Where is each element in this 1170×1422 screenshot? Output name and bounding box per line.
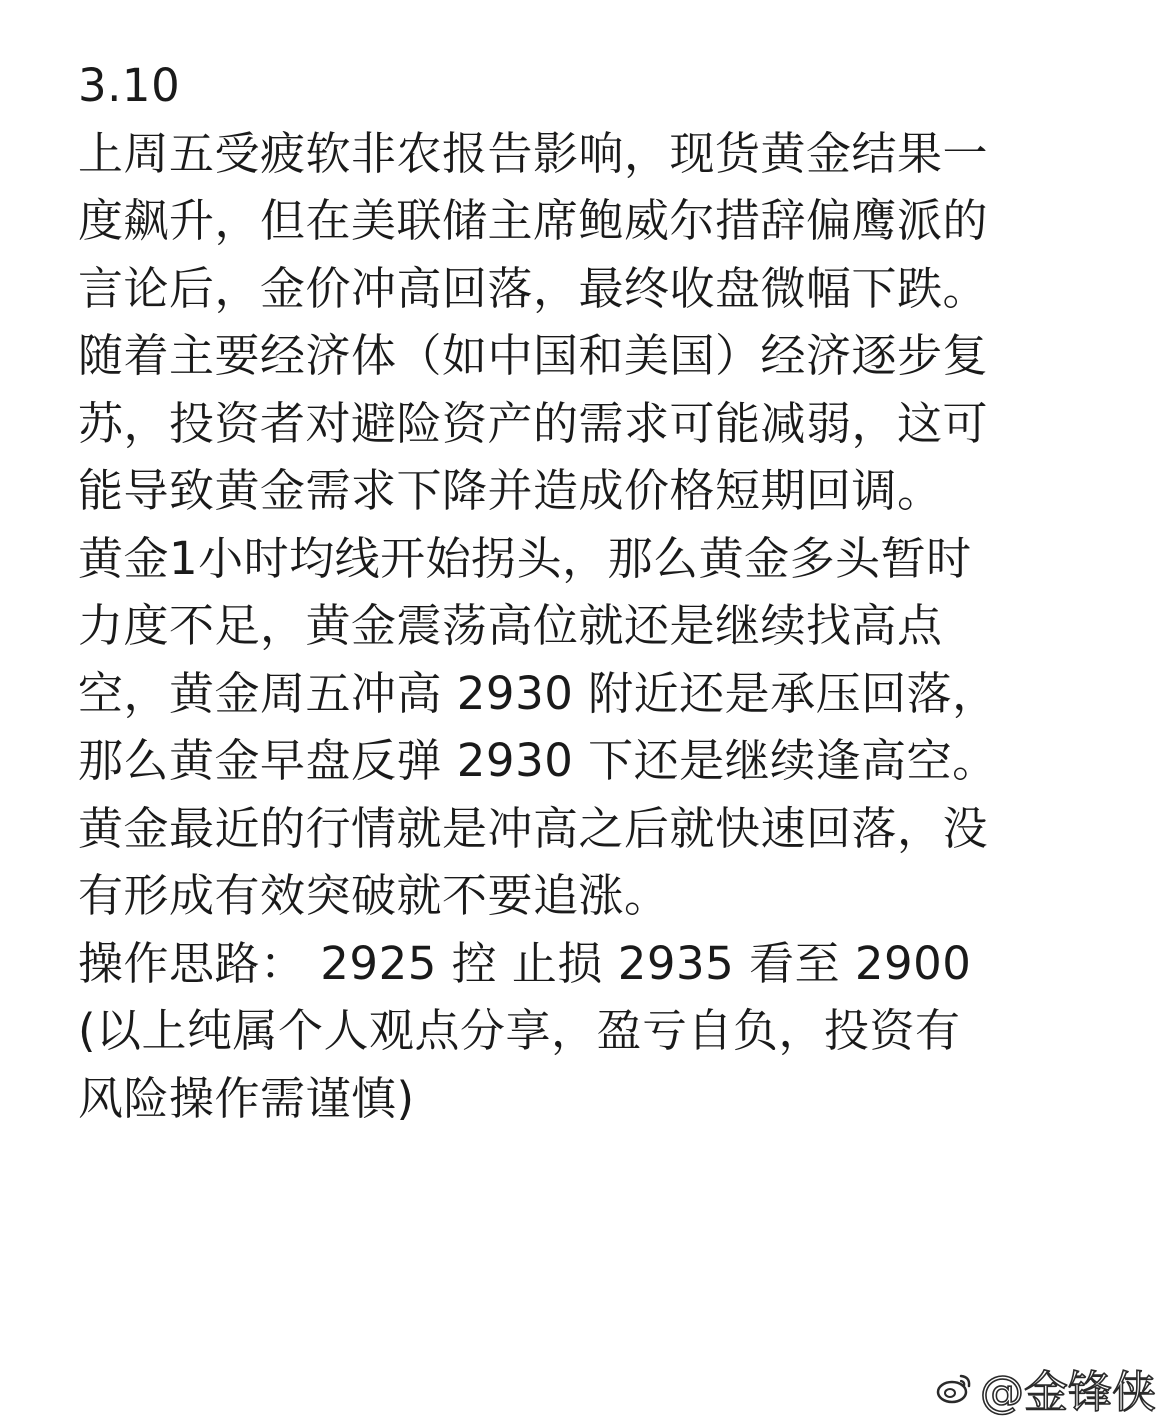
- post-line: 苏，投资者对避险资产的需求可能减弱，这可: [78, 396, 989, 450]
- post-line: 随着主要经济体（如中国和美国）经济逐步复: [78, 329, 989, 382]
- post-line: 那么黄金早盘反弹 2930 下还是继续逢高空。: [78, 734, 998, 787]
- trading-plan: 操作思路： 2925 控 止损 2935 看至 2900: [78, 936, 972, 990]
- post-line: 力度不足，黄金震荡高位就还是继续找高点: [78, 599, 943, 652]
- post-line: 言论后，金价冲高回落，最终收盘微幅下跌。: [78, 261, 989, 315]
- weibo-logo-icon: [934, 1368, 974, 1408]
- post-body: [78, 52, 1138, 1132]
- disclaimer-line: (以上纯属个人观点分享，盈亏自负，投资有: [78, 1004, 961, 1057]
- post-line: 上周五受疲软非农报告影响，现货黄金结果一: [78, 126, 989, 180]
- post-date: 3.10: [78, 59, 181, 112]
- disclaimer-line: 风险操作需谨慎): [78, 1071, 415, 1125]
- post-line: 空，黄金周五冲高 2930 附近还是承压回落，: [78, 666, 998, 720]
- weibo-watermark: [934, 1358, 1156, 1418]
- post-line: 有形成有效突破就不要追涨。: [78, 869, 670, 922]
- post-line: 度飙升，但在美联储主席鲍威尔措辞偏鹰派的: [78, 194, 989, 247]
- post-line: 黄金最近的行情就是冲高之后就快速回落，没: [78, 801, 989, 855]
- post-line: 黄金1小时均线开始拐头，那么黄金多头暂时: [78, 531, 972, 585]
- post-line: 能导致黄金需求下降并造成价格短期回调。: [78, 464, 943, 517]
- watermark-handle: @金锋侠: [980, 1367, 1156, 1418]
